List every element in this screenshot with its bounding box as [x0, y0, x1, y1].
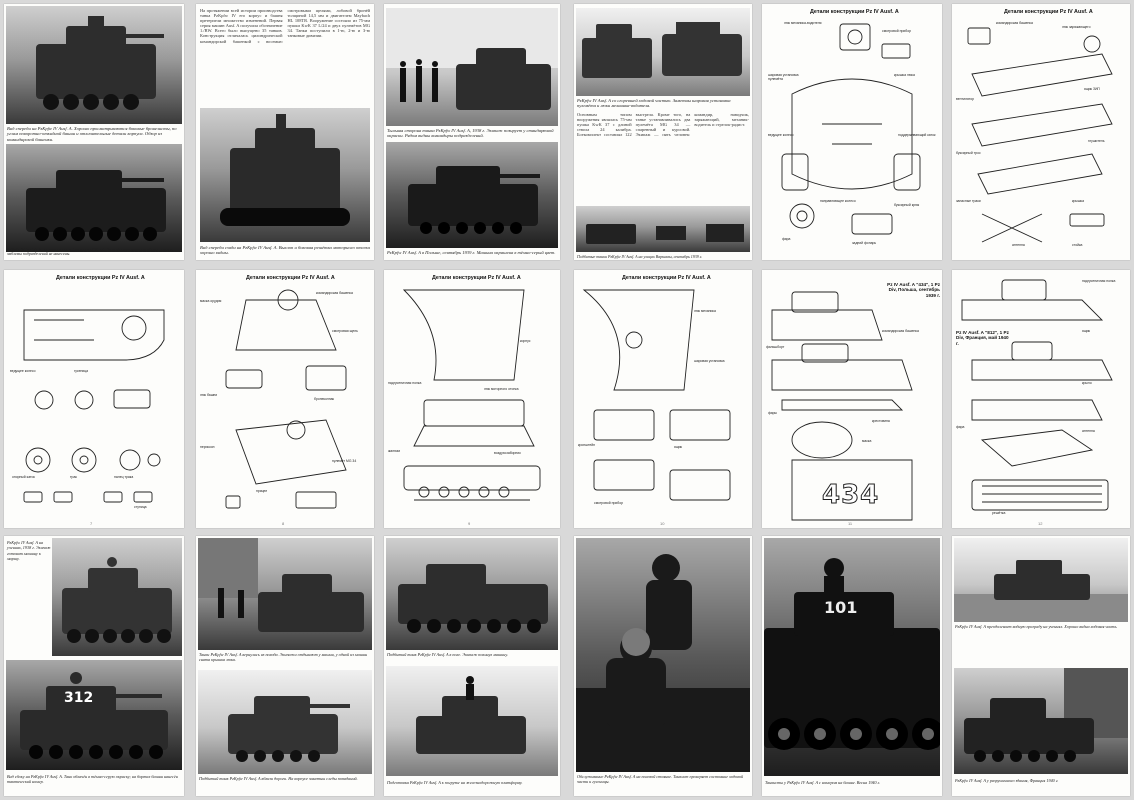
label: перископ: [200, 445, 215, 449]
body-text: На протяжении всей истории производства танка PzKpfw IV его корпус и башня претерпели множество изменений. Первая серия машин Ausf. A получила обозначение 1./BW. Всего было выпущено 35 танков. Конструкция отличалась цилиндрической командирской башенкой с восемью смотровыми щелями, лобовой бронёй толщиной 14,5 мм и двигателем Maybach HL 108TR. Вооружение состояло из 75-мм пушки KwK 37 L/24 и двух пулемётов MG 34. Танки поступили в 1-ю, 2-ю и 3-ю танковые дивизии.: [200, 8, 370, 44]
caption-top: PzKpfw IV Ausf. A преодолевает водную преграду на учениях. Хорошо видна ходовая часть.: [955, 624, 1118, 629]
page-18: [952, 536, 1130, 796]
caption-bottom: Подбитые танки PzKpfw IV Ausf. A на улицах Варшавы, сентябрь 1939 г.: [577, 254, 703, 259]
label: буксирный крюк: [894, 203, 920, 207]
page-14: [196, 536, 374, 796]
page-6: [952, 4, 1130, 260]
variant-label: Pz IV Ausf. A "812", 1 Pz Div, Франция, май 1940 г.: [956, 330, 1009, 346]
tank-photo-water: [954, 538, 1128, 622]
label: кронштейн: [578, 443, 596, 447]
tank-photo-field: [386, 538, 558, 650]
caption: Обслуживание PzKpfw IV Ausf. A на полевой стоянке. Танкист проверяет состояние ходовой части и гусеницы.: [577, 774, 744, 785]
page-number: 8: [282, 521, 285, 526]
tank-photo-rail: [386, 666, 558, 776]
label: корпус: [520, 339, 531, 343]
label: прицел: [256, 489, 268, 493]
page-3: [384, 4, 560, 260]
caption-bottom: Подбитый танк PzKpfw IV Ausf. A вблизи дороги. На корпусе заметны следы попаданий.: [199, 776, 358, 781]
page-15: [384, 536, 560, 796]
label: направляющее колесо: [820, 199, 856, 203]
label: смотровой прибор: [594, 501, 623, 505]
caption: Танкисты у PzKpfw IV Ausf. A с номером на башне. Весна 1940 г.: [765, 780, 881, 785]
label: задний фонарь: [852, 241, 877, 245]
label: люк механика-водителя: [784, 21, 822, 25]
label: ящик ЗИП: [1084, 87, 1100, 91]
page-16: [574, 536, 752, 796]
label: воздухозаборник: [494, 451, 521, 455]
label: бронеколпак: [314, 397, 334, 401]
label: смотровой прибор: [882, 29, 911, 33]
label: крыло: [1082, 381, 1092, 385]
label: антенна: [1082, 429, 1095, 433]
label: поддерживающий каток: [898, 133, 936, 137]
label: фары: [768, 411, 777, 415]
label: крышка люка: [894, 73, 915, 77]
label: гусеница: [74, 369, 89, 373]
drawing-title: Детали конструкции Pz IV Ausf. A: [810, 9, 899, 15]
tank-photo-roadside: [198, 670, 372, 774]
drawing-title: Детали конструкции Pz IV Ausf. A: [56, 275, 145, 281]
technical-drawing: [762, 4, 942, 260]
page-11: [762, 270, 942, 528]
caption-top: PzKpfw IV Ausf. A на учениях, 1938 г. Экипаж готовит машину к маршу.: [7, 540, 51, 562]
label: шаровая установка пулемёта: [768, 73, 799, 81]
tank-number: 312: [64, 690, 94, 706]
drawing-title: Детали конструкции Pz IV Ausf. A: [246, 275, 335, 281]
label: люк башни: [200, 393, 218, 397]
label: крышка: [1072, 199, 1084, 203]
page-number: 12: [1038, 521, 1043, 526]
label: буксирный трос: [956, 151, 981, 155]
label: стойка: [1072, 243, 1083, 247]
label: жалюзи: [388, 449, 401, 453]
technical-drawing: [952, 270, 1130, 528]
label: ящик: [674, 445, 683, 449]
label: глушитель: [1088, 139, 1105, 143]
label: ящик: [1082, 329, 1091, 333]
tank-photo-front: [6, 6, 182, 124]
label: шаровая установка: [694, 359, 725, 363]
caption-bottom: Подготовка PzKpfw IV Ausf. A к погрузке на железнодорожную платформу.: [387, 780, 523, 785]
tank-number: 434: [822, 480, 880, 510]
page-12: [952, 270, 1130, 528]
tank-photo-poland: [386, 142, 558, 248]
page-2: [196, 4, 374, 260]
technical-drawing: [952, 4, 1130, 260]
body-text: Основным типом вооружения являлась 75-мм пушка KwK 37 с длиной ствола 24 калибра. Боекомплект составлял 122 выстрела. Кроме того, на танке устанавливались два пулемёта MG 34 — спаренный и курсовой. Экипаж — пять человек: командир, наводчик, заряжающий, механик-водитель и стрелок-радист.: [577, 112, 749, 138]
tank-photo-side: [6, 144, 182, 252]
label: смотровая щель: [332, 329, 358, 333]
tank-photo-return: [198, 538, 372, 650]
caption-top: Тыльная сторона танка PzKpfw IV Ausf. A, 1938 г. Экипаж позирует у стандартной окраски. Рядом видны командиры подразделений.: [387, 128, 554, 139]
technical-drawing: [574, 270, 752, 528]
label: фара: [782, 237, 791, 241]
caption-top: PzKpfw IV Ausf. A со сгоревшей ходовой частью. Заметны шаровая установка пулемёта и люки механика-водителя.: [577, 98, 731, 109]
page-number: 10: [660, 521, 665, 526]
tank-photo-crew: [386, 8, 558, 126]
label: маска: [862, 439, 872, 443]
tank-photo-rear: [200, 108, 370, 242]
page-10: [574, 270, 752, 528]
label: решётка: [992, 511, 1006, 515]
page-5: [762, 4, 942, 260]
label: люк заряжающего: [1062, 25, 1091, 29]
caption: Вид спереди сзади на PzKpfw IV Ausf. A. Выхлоп и боковая решётка моторного отсека хорошо видны.: [200, 245, 370, 256]
label: надгусеничная полка: [1082, 279, 1116, 283]
tank-photo-101: [764, 538, 940, 776]
caption-top: Подбитый танк PzKpfw IV Ausf. A в поле. Экипаж покинул машину.: [387, 652, 508, 657]
caption-bottom: PzKpfw IV Ausf. A у разрушенного здания, Франция 1940 г.: [955, 778, 1059, 783]
page-number: 9: [468, 521, 471, 526]
caption-top: Вид спереди на PzKpfw IV Ausf. A. Хорошо просматриваются боковые бронелисты, по углам поворотно-откидной башни и отличительные детали корпуса. Обзор из командирской башенки.: [7, 126, 177, 142]
photo-maintenance: [576, 538, 750, 772]
page-4: [574, 4, 752, 260]
caption-top: Танки PzKpfw IV Ausf. A вернулись из похода. Экипажи отдыхают у машин, у одной из машин снята крышка люка.: [199, 652, 368, 663]
label: палец трака: [114, 475, 134, 479]
technical-drawing: [4, 270, 184, 528]
tank-photo-warsaw: [576, 206, 750, 252]
page-8: [196, 270, 374, 528]
page-number: 7: [90, 521, 93, 526]
label: командирская башенка: [996, 21, 1033, 25]
label: маска орудия: [200, 299, 222, 303]
label: надгусеничная полка: [388, 381, 422, 385]
page-9: [384, 270, 560, 528]
label: запасные траки: [956, 199, 981, 203]
tank-number: 101: [824, 598, 858, 617]
label: ведущее колесо: [768, 133, 794, 137]
drawing-title: Детали конструкции Pz IV Ausf. A: [1004, 9, 1093, 15]
tank-photo-ruins: [954, 668, 1128, 774]
caption-bottom: Вид сбоку на PzKpfw IV Ausf. A. Танк облачён в тёмно-серую окраску; на бортах башни нанесён тактический номер.: [7, 774, 178, 785]
label: опорный каток: [12, 475, 35, 479]
label: трак: [70, 475, 77, 479]
page-1: [4, 4, 184, 260]
label: крестовина: [872, 419, 890, 423]
label: командирская башенка: [882, 329, 919, 333]
label: антенна: [1012, 243, 1025, 247]
label: фальшборт: [766, 345, 785, 349]
tank-photo-wrecked: [576, 8, 750, 96]
page-17: [762, 536, 942, 796]
page-number: 11: [848, 521, 853, 526]
drawing-title: Детали конструкции Pz IV Ausf. A: [432, 275, 521, 281]
label: ведущее колесо: [10, 369, 36, 373]
drawing-title: Детали конструкции Pz IV Ausf. A: [622, 275, 711, 281]
variant-label: Pz IV Ausf. A "434", 1 Pz Div, Польша, сентябрь 1939 г.: [887, 282, 940, 298]
tank-photo-312: [6, 660, 182, 770]
label: фара: [956, 425, 965, 429]
page-7: [4, 270, 184, 528]
label: командирская башенка: [316, 291, 353, 295]
label: люк механика: [694, 309, 716, 313]
label: пулемёт MG 34: [332, 459, 357, 463]
caption-bottom: PzKpfw IV Ausf. A, 7-я танковая рота, Германия 1938 год. Танк облачён в защитный серый окрас, эмблемы подразделений не нанесены.: [7, 247, 174, 257]
label: вентилятор: [956, 97, 975, 101]
tank-photo-exercise: [52, 538, 182, 656]
technical-drawing: [384, 270, 560, 528]
label: ступица: [134, 505, 147, 509]
label: люк моторного отсека: [484, 387, 519, 391]
page-13: [4, 536, 184, 796]
caption-bottom: PzKpfw IV Ausf. A в Польше, сентябрь 1939 г. Машина окрашена в тёмно-серый цвет.: [387, 250, 556, 255]
